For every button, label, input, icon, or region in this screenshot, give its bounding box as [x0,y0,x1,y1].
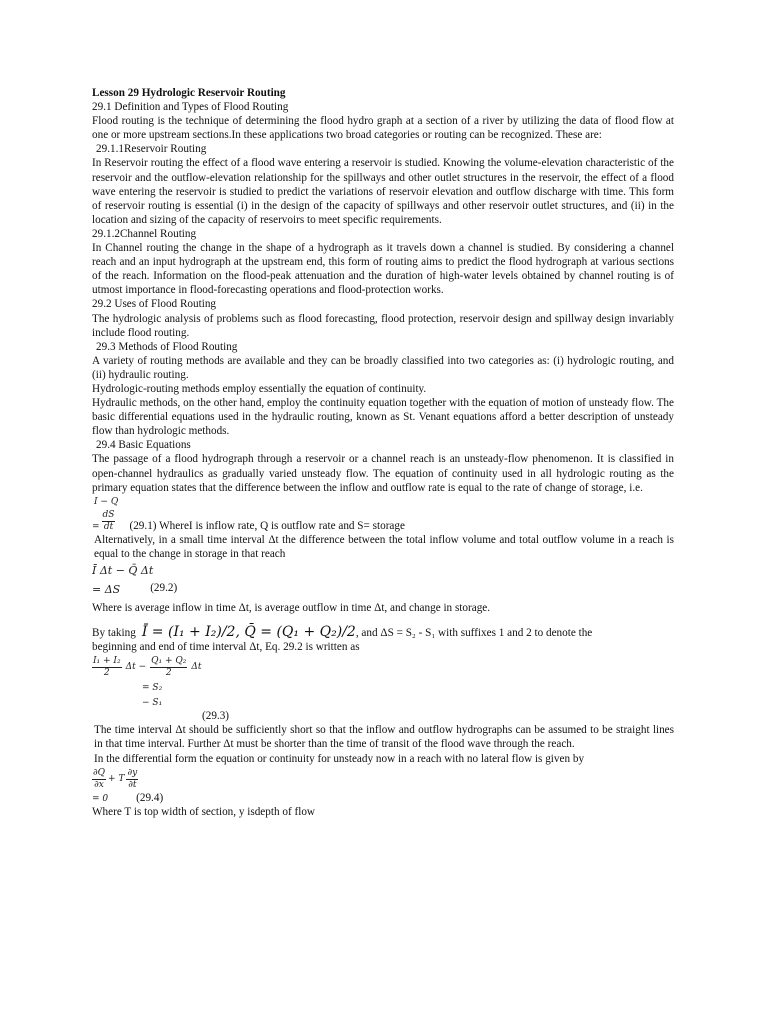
eq4-num2: ∂y [127,767,138,778]
eq1-den: dt [103,521,114,532]
eq3-den1: 2 [103,668,110,679]
lesson-title: Lesson 29 Hydrologic Reservoir Routing [92,87,286,99]
heading-29-3: 29.3 Methods of Flood Routing [96,340,238,353]
eq2-line1: Ī Δt − Q̄ Δt [92,563,154,577]
eq4-line2: = 0 [92,793,109,804]
eq4-label: (29.4) [136,791,164,804]
eq3-den2: 2 [165,668,172,679]
eq1-num: dS [102,509,115,520]
equation-29-3 [92,656,674,723]
para-29-1: Flood routing is the technique of determining the flood hydro graph at a section of a river by utilizing the data of flood flow at one or more upstream sections.In these applications two broad categories or routing can be recognized. These are: [92,115,674,142]
eq3-num2: Q₁ + Q₂ [151,656,187,667]
eq3-num1: I₁ + I₂ [93,656,121,667]
eq3-line3: − S₁ [142,698,163,709]
para-29-3-c: Hydraulic methods, on the other hand, employ the continuity equation together with the equation of motion of unsteady flow. The basic differential equations used in the hydraulic routing, known as St. Venant equations afford a better description of unsteady flow than hydrologic methods. [92,397,674,438]
equation-29-1 [92,497,674,533]
heading-29-1: 29.1 Definition and Types of Flood Routing [92,101,289,114]
equation-29-2 [92,563,674,595]
para-29-2: The hydrologic analysis of problems such as flood forecasting, flood protection, reservoir design and spillway design invariably include flood routing. [92,312,674,339]
eq4-plus: + T [108,773,125,784]
eq4-den1: ∂x [94,779,104,790]
eq3-line2: = S₂ [142,683,163,694]
eq4-den2: ∂t [128,779,137,790]
para-where-average: Where is average inflow in time Δt, is average outflow in time Δt, and change in storage. [92,602,491,614]
eq3-dt1: Δt − [125,662,147,673]
eq2-line2: = ΔS [92,583,121,596]
equation-29-4 [92,768,674,805]
heading-29-4: 29.4 Basic Equations [96,439,191,452]
para-last: Where T is top width of section, y isdepth of flow [92,805,315,818]
by-taking-block [92,625,674,654]
eq4-frac2 [126,768,138,791]
eq1-equals: = [92,521,100,532]
para-29-3-b: Hydrologic-routing methods employ essentially the equation of continuity. [92,382,427,395]
by-taking-rest: , and ΔS = S₂ - S₁ with suffixes 1 and 2 to denote the [355,627,593,640]
para-29-1-2: In Channel routing the change in the shape of a hydrograph as it travels down a channel is studied. By considering a channel reach and an input hydrograph at the upstream end, this form of routing aims to predict the flood hydrograph at various sections of the reach. Information on the flood-peak attenuation and the duration of high-water levels obtained by channel routing is of utmost importance in flood-forecasting operations and flood-protection works. [92,242,674,297]
eq3-label: (29.3) [202,710,230,723]
para-29-3-a: A variety of routing methods are available and they can be broadly classified into two categories as: (i) hydrologic routing, and (ii) hydraulic routing. [92,354,674,381]
heading-29-1-1: 29.1.1Reservoir Routing [96,143,207,156]
eq4-num1: ∂Q [93,767,106,778]
eq1-label: (29.1) WhereI is inflow rate, Q is outflow rate and S= storage [129,519,405,532]
heading-29-1-2: 29.1.2Channel Routing [92,227,197,240]
eq3-frac1 [92,656,122,679]
eq-average-flows: Ī = (I₁ + I₂)/2, Q̄ = (Q₁ + Q₂)/2 [141,624,356,641]
eq1-line1: I − Q [94,496,119,507]
para-29-4: The passage of a flood hydrograph through a reservoir or a channel reach is an unsteady-flow phenomenon. It is classified in open-channel hydraulics as gradually varied unsteady flow. The equation of continuity used in all hydrologic routing as the primary equation states that the difference between the inflow and outflow rate is equal to the rate of change of storage, i.e. [92,453,674,494]
para-differential: In the differential form the equation or continuity for unsteady now in a reach with no lateral flow is given by [94,752,585,765]
para-alternatively: Alternatively, in a small time interval Δt the difference between the total inflow volume and total outflow volume in a reach is equal to the change in storage in that reach [94,533,674,560]
eq3-dt2: Δt [191,662,202,673]
eq3-frac2 [150,656,187,679]
eq2-label: (29.2) [150,581,178,594]
document-page [92,86,674,819]
by-taking-text: By taking [92,627,136,640]
eq4-frac1 [92,768,106,791]
para-29-1-1: In Reservoir routing the effect of a flood wave entering a reservoir is studied. Knowing the volume-elevation characteristic of the reservoir and the outflow-elevation relationship for the spillways and other outlet structures in the reservoir, the effect of a flood wave entering the reservoir is studied to predict the variations of reservoir elevation and outflow discharge with time. This form of reservoir routing is essential (i) in the design of the capacity of spillways and other reservoir outlet structures, and (ii) in the location and sizing of the capacity of reservoirs to meet specific requirements. [92,157,674,226]
by-taking-line2: beginning and end of time interval Δt, Eq. 29.2 is written as [92,641,360,654]
para-time-interval: The time interval Δt should be sufficiently short so that the inflow and outflow hydrographs can be assumed to be straight lines in that time interval. Further Δt must be shorter than the time of transit of the flood wave through the reach. [94,724,674,751]
heading-29-2: 29.2 Uses of Flood Routing [92,298,217,311]
eq1-fraction [102,510,116,533]
